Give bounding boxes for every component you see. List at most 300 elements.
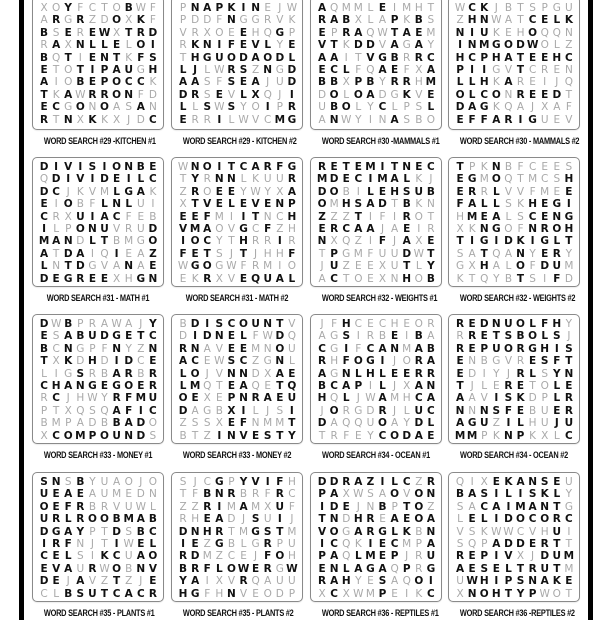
found-letter-cell: O xyxy=(63,198,73,211)
filler-letter-cell: L xyxy=(553,429,560,442)
filler-letter-cell: O xyxy=(215,222,224,235)
found-letter-cell: E xyxy=(149,260,157,273)
filler-letter-cell: O xyxy=(203,185,212,198)
filler-letter-cell: Y xyxy=(493,272,500,285)
filler-letter-cell: X xyxy=(113,272,121,285)
found-letter-cell: P xyxy=(480,51,489,64)
found-letter-cell: H xyxy=(239,235,248,248)
found-letter-cell: K xyxy=(504,476,513,488)
filler-letter-cell: K xyxy=(52,88,60,101)
found-letter-cell: C xyxy=(390,537,399,550)
filler-letter-cell: K xyxy=(125,51,133,64)
found-letter-cell: D xyxy=(112,525,121,538)
filler-letter-cell: X xyxy=(215,272,223,285)
found-letter-cell: D xyxy=(402,429,412,442)
filler-letter-cell: B xyxy=(88,500,97,513)
found-letter-cell: H xyxy=(564,173,574,186)
filler-letter-cell: A xyxy=(378,488,387,501)
found-letter-cell: H xyxy=(366,367,375,380)
filler-letter-cell: J xyxy=(193,476,197,488)
filler-letter-cell: V xyxy=(288,318,296,330)
found-letter-cell: R xyxy=(456,550,465,563)
found-letter-cell: N xyxy=(402,161,412,173)
filler-letter-cell: S xyxy=(517,210,524,223)
found-letter-cell: A xyxy=(112,63,121,76)
found-letter-cell: A xyxy=(455,562,465,575)
found-letter-cell: I xyxy=(458,39,462,52)
filler-letter-cell: J xyxy=(320,404,324,417)
found-letter-cell: I xyxy=(482,63,487,76)
found-letter-cell: N xyxy=(124,260,134,273)
filler-letter-cell: U xyxy=(100,488,109,501)
found-letter-cell: C xyxy=(239,161,248,173)
filler-letter-cell: J xyxy=(139,476,143,488)
found-letter-cell: R xyxy=(318,14,327,27)
found-letter-cell: R xyxy=(191,88,200,101)
found-letter-cell: H xyxy=(552,51,562,64)
filler-letter-cell: I xyxy=(368,210,372,223)
filler-letter-cell: I xyxy=(54,76,58,89)
filler-letter-cell: N xyxy=(504,88,513,101)
found-letter-cell: L xyxy=(354,367,362,380)
found-letter-cell: U xyxy=(100,222,109,235)
found-letter-cell: C xyxy=(136,587,145,600)
found-letter-cell: L xyxy=(505,488,512,501)
filler-letter-cell: U xyxy=(318,101,326,114)
found-letter-cell: S xyxy=(480,562,489,575)
filler-letter-cell: Q xyxy=(287,330,297,343)
filler-letter-cell: X xyxy=(125,14,133,27)
found-letter-cell: M xyxy=(479,39,490,52)
found-letter-cell: F xyxy=(378,235,387,248)
filler-letter-cell: J xyxy=(205,367,209,380)
filler-letter-cell: I xyxy=(278,260,282,273)
found-letter-cell: A xyxy=(64,330,73,343)
filler-letter-cell: P xyxy=(276,537,283,550)
filler-letter-cell: G xyxy=(564,500,573,513)
filler-letter-cell: I xyxy=(470,476,474,488)
filler-letter-cell: T xyxy=(565,537,573,550)
puzzle-caption: WORD SEARCH #29 - KITCHEN #2 xyxy=(182,136,297,146)
filler-letter-cell: V xyxy=(403,488,411,501)
found-letter-cell: M xyxy=(189,222,201,235)
filler-letter-cell: Y xyxy=(565,488,573,501)
filler-letter-cell: D xyxy=(378,88,387,101)
filler-letter-cell: Q xyxy=(468,537,477,550)
found-letter-cell: T xyxy=(342,161,350,173)
found-letter-cell: P xyxy=(516,429,525,442)
found-letter-cell: R xyxy=(76,14,85,27)
filler-letter-cell: Z xyxy=(125,575,133,588)
filler-letter-cell: V xyxy=(215,367,223,380)
found-letter-cell: F xyxy=(342,355,350,368)
found-letter-cell: U xyxy=(426,550,436,563)
filler-letter-cell: Q xyxy=(354,417,363,430)
filler-letter-cell: O xyxy=(64,63,73,76)
found-letter-cell: C xyxy=(52,392,60,405)
found-letter-cell: L xyxy=(101,198,108,211)
filler-letter-cell: Y xyxy=(276,39,283,52)
found-letter-cell: H xyxy=(51,379,61,392)
found-letter-cell: L xyxy=(215,562,223,575)
found-letter-cell: R xyxy=(504,113,513,126)
found-letter-cell: R xyxy=(275,488,284,501)
found-letter-cell: N xyxy=(455,26,465,39)
filler-letter-cell: N xyxy=(366,500,375,513)
filler-letter-cell: W xyxy=(454,2,466,14)
found-letter-cell: O xyxy=(226,562,236,575)
found-letter-cell: U xyxy=(414,404,424,417)
found-letter-cell: A xyxy=(239,379,248,392)
found-letter-cell: N xyxy=(124,429,134,442)
filler-letter-cell: A xyxy=(191,404,199,417)
filler-letter-cell: A xyxy=(113,260,121,273)
filler-letter-cell: L xyxy=(53,222,60,235)
filler-letter-cell: V xyxy=(88,185,97,198)
found-letter-cell: I xyxy=(241,2,246,14)
filler-letter-cell: I xyxy=(567,525,571,538)
found-letter-cell: H xyxy=(564,222,574,235)
filler-letter-cell: W xyxy=(214,63,225,76)
found-letter-cell: G xyxy=(492,222,501,235)
filler-letter-cell: Z xyxy=(179,185,187,198)
found-letter-cell: E xyxy=(239,76,248,89)
found-letter-cell: S xyxy=(88,161,97,173)
found-letter-cell: U xyxy=(564,417,574,430)
found-letter-cell: R xyxy=(366,513,375,526)
found-letter-cell: E xyxy=(342,173,350,186)
filler-letter-cell: Z xyxy=(215,550,223,563)
filler-letter-cell: E xyxy=(203,355,211,368)
filler-letter-cell: R xyxy=(288,235,296,248)
filler-letter-cell: F xyxy=(137,88,144,101)
found-letter-cell: L xyxy=(89,235,96,248)
filler-letter-cell: U xyxy=(136,198,145,211)
filler-letter-cell: N xyxy=(88,101,97,114)
filler-letter-cell: F xyxy=(379,210,386,223)
filler-letter-cell: U xyxy=(136,222,145,235)
filler-letter-cell: D xyxy=(88,417,97,430)
found-letter-cell: D xyxy=(39,272,49,285)
found-letter-cell: E xyxy=(76,488,84,501)
found-letter-cell: T xyxy=(239,247,248,260)
found-letter-cell: U xyxy=(112,429,121,442)
filler-letter-cell: V xyxy=(529,525,537,538)
found-letter-cell: T xyxy=(137,330,145,343)
filler-letter-cell: N xyxy=(468,404,477,417)
found-letter-cell: A xyxy=(124,417,133,430)
filler-letter-cell: N xyxy=(378,113,387,126)
found-letter-cell: F xyxy=(456,198,464,211)
found-letter-cell: O xyxy=(263,51,273,64)
filler-letter-cell: M xyxy=(51,417,61,430)
found-letter-cell: T xyxy=(480,247,488,260)
found-letter-cell: M xyxy=(189,379,201,392)
found-letter-cell: H xyxy=(287,210,297,223)
found-letter-cell: Q xyxy=(287,379,297,392)
found-letter-cell: U xyxy=(76,210,85,223)
found-letter-cell: A xyxy=(426,355,435,368)
filler-letter-cell: L xyxy=(149,500,156,513)
found-letter-cell: E xyxy=(318,222,326,235)
filler-letter-cell: A xyxy=(516,101,525,114)
found-letter-cell: S xyxy=(149,51,157,64)
found-letter-cell: T xyxy=(203,247,211,260)
found-letter-cell: I xyxy=(530,235,535,248)
found-letter-cell: C xyxy=(354,173,363,186)
filler-letter-cell: B xyxy=(504,2,513,14)
found-letter-cell: V xyxy=(52,562,61,575)
found-letter-cell: R xyxy=(191,562,200,575)
found-letter-cell: T xyxy=(516,562,525,575)
found-letter-cell: U xyxy=(88,587,97,600)
found-letter-cell: T xyxy=(456,235,464,248)
filler-letter-cell: L xyxy=(481,379,488,392)
filler-letter-cell: Y xyxy=(264,185,271,198)
filler-letter-cell: F xyxy=(355,63,362,76)
found-letter-cell: E xyxy=(427,429,435,442)
filler-letter-cell: V xyxy=(215,342,223,355)
filler-letter-cell: I xyxy=(543,272,547,285)
found-letter-cell: C xyxy=(427,51,435,64)
found-letter-cell: N xyxy=(214,173,224,186)
filler-letter-cell: I xyxy=(54,367,58,380)
found-letter-cell: O xyxy=(414,575,424,588)
filler-letter-cell: B xyxy=(76,198,84,211)
found-letter-cell: L xyxy=(391,476,398,488)
found-letter-cell: A xyxy=(366,198,375,211)
filler-letter-cell: Y xyxy=(403,417,410,430)
filler-letter-cell: R xyxy=(125,222,133,235)
found-letter-cell: S xyxy=(227,101,236,114)
filler-letter-cell: L xyxy=(240,537,247,550)
filler-letter-cell: H xyxy=(402,392,411,405)
found-letter-cell: E xyxy=(541,51,549,64)
found-letter-cell: I xyxy=(265,476,270,488)
found-letter-cell: F xyxy=(264,222,272,235)
filler-letter-cell: E xyxy=(493,379,500,392)
found-letter-cell: R xyxy=(76,272,85,285)
filler-letter-cell: T xyxy=(318,247,326,260)
filler-letter-cell: S xyxy=(403,113,411,126)
filler-letter-cell: Z xyxy=(203,429,211,442)
found-letter-cell: R xyxy=(287,173,296,186)
found-letter-cell: A xyxy=(414,379,423,392)
found-letter-cell: F xyxy=(288,247,296,260)
found-letter-cell: Y xyxy=(149,318,157,330)
filler-letter-cell: T xyxy=(427,2,435,14)
found-letter-cell: K xyxy=(136,14,145,27)
filler-letter-cell: F xyxy=(240,260,247,273)
filler-letter-cell: B xyxy=(40,417,48,430)
found-letter-cell: G xyxy=(190,587,200,600)
filler-letter-cell: N xyxy=(263,342,272,355)
filler-letter-cell: B xyxy=(149,210,157,223)
found-letter-cell: E xyxy=(52,575,60,588)
found-letter-cell: N xyxy=(63,113,73,126)
filler-letter-cell: H xyxy=(251,26,260,39)
found-letter-cell: K xyxy=(516,392,525,405)
found-letter-cell: F xyxy=(468,113,476,126)
filler-letter-cell: J xyxy=(266,76,270,89)
filler-letter-cell: O xyxy=(414,318,423,330)
found-letter-cell: B xyxy=(40,26,49,39)
filler-letter-cell: J xyxy=(66,185,70,198)
found-letter-cell: D xyxy=(317,476,327,488)
found-letter-cell: V xyxy=(251,39,260,52)
found-letter-cell: D xyxy=(275,51,285,64)
found-letter-cell: U xyxy=(479,417,489,430)
found-letter-cell: E xyxy=(88,51,97,64)
filler-letter-cell: D xyxy=(275,587,284,600)
found-letter-cell: A xyxy=(64,379,73,392)
found-letter-cell: P xyxy=(330,247,338,260)
filler-letter-cell: Y xyxy=(565,247,573,260)
found-letter-cell: I xyxy=(114,247,119,260)
found-letter-cell: L xyxy=(553,14,561,27)
found-letter-cell: U xyxy=(148,392,158,405)
filler-letter-cell: P xyxy=(276,101,283,114)
found-letter-cell: M xyxy=(75,429,86,442)
letter-grid xyxy=(316,2,437,126)
found-letter-cell: A xyxy=(426,63,435,76)
found-letter-cell: G xyxy=(251,525,260,538)
filler-letter-cell: T xyxy=(318,429,326,442)
found-letter-cell: C xyxy=(40,550,48,563)
found-letter-cell: M xyxy=(563,550,575,563)
filler-letter-cell: L xyxy=(391,101,398,114)
found-letter-cell: E xyxy=(541,88,549,101)
found-letter-cell: Y xyxy=(239,476,248,488)
filler-letter-cell: K xyxy=(492,26,500,39)
found-letter-cell: V xyxy=(366,51,375,64)
filler-letter-cell: V xyxy=(504,185,513,198)
found-letter-cell: O xyxy=(190,367,200,380)
filler-letter-cell: D xyxy=(366,404,375,417)
filler-letter-cell: X xyxy=(415,63,423,76)
filler-letter-cell: C xyxy=(203,476,211,488)
found-letter-cell: E xyxy=(191,392,199,405)
found-letter-cell: S xyxy=(263,525,272,538)
found-letter-cell: A xyxy=(178,355,188,368)
filler-letter-cell: T xyxy=(529,379,536,392)
found-letter-cell: P xyxy=(354,379,363,392)
found-letter-cell: B xyxy=(148,513,157,526)
filler-letter-cell: G xyxy=(64,101,73,114)
filler-letter-cell: N xyxy=(148,101,157,114)
found-letter-cell: O xyxy=(136,39,146,52)
found-letter-cell: H xyxy=(341,198,351,211)
found-letter-cell: N xyxy=(479,14,489,27)
filler-letter-cell: J xyxy=(229,247,233,260)
found-letter-cell: T xyxy=(553,562,561,575)
filler-letter-cell: X xyxy=(76,113,84,126)
found-letter-cell: I xyxy=(78,161,83,173)
found-letter-cell: S xyxy=(76,367,85,380)
filler-letter-cell: D xyxy=(179,330,188,343)
found-letter-cell: T xyxy=(40,355,48,368)
filler-letter-cell: W xyxy=(238,113,249,126)
found-letter-cell: W xyxy=(237,562,250,575)
found-letter-cell: O xyxy=(479,587,489,600)
filler-letter-cell: Z xyxy=(342,260,350,273)
found-letter-cell: G xyxy=(88,379,97,392)
puzzle-caption: WORD SEARCH #36 - REPTILES #1 xyxy=(321,608,439,618)
found-letter-cell: A xyxy=(390,173,399,186)
found-letter-cell: A xyxy=(251,161,260,173)
filler-letter-cell: A xyxy=(76,417,84,430)
found-letter-cell: E xyxy=(529,51,537,64)
filler-letter-cell: H xyxy=(287,222,296,235)
found-letter-cell: R xyxy=(251,392,260,405)
found-letter-cell: N xyxy=(136,562,146,575)
letter-grid xyxy=(177,476,298,600)
found-letter-cell: J xyxy=(554,417,559,430)
found-letter-cell: D xyxy=(353,39,363,52)
puzzle-grid-panel xyxy=(171,157,303,287)
found-letter-cell: R xyxy=(516,342,525,355)
filler-letter-cell: Z xyxy=(252,63,260,76)
found-letter-cell: E xyxy=(480,330,488,343)
filler-letter-cell: P xyxy=(288,587,296,600)
found-letter-cell: B xyxy=(40,51,49,64)
found-letter-cell: A xyxy=(275,272,284,285)
found-letter-cell: A xyxy=(366,222,375,235)
filler-letter-cell: G xyxy=(402,39,411,52)
found-letter-cell: B xyxy=(414,330,423,343)
filler-letter-cell: N xyxy=(76,537,85,550)
filler-letter-cell: C xyxy=(541,173,549,186)
filler-letter-cell: Z xyxy=(179,500,187,513)
filler-letter-cell: L xyxy=(553,39,560,52)
filler-letter-cell: S xyxy=(505,198,512,211)
found-letter-cell: E xyxy=(191,247,199,260)
filler-letter-cell: C xyxy=(264,113,272,126)
filler-letter-cell: B xyxy=(179,429,187,442)
found-letter-cell: I xyxy=(90,173,95,186)
filler-letter-cell: M xyxy=(402,2,412,14)
found-letter-cell: O xyxy=(75,222,85,235)
found-letter-cell: O xyxy=(239,318,248,330)
found-letter-cell: G xyxy=(190,260,200,273)
filler-letter-cell: F xyxy=(216,76,223,89)
found-letter-cell: C xyxy=(528,513,537,526)
found-letter-cell: S xyxy=(378,575,387,588)
found-letter-cell: D xyxy=(504,537,513,550)
found-letter-cell: R xyxy=(76,500,85,513)
filler-letter-cell: Q xyxy=(504,101,513,114)
found-letter-cell: B xyxy=(378,500,387,513)
filler-letter-cell: U xyxy=(540,417,549,430)
filler-letter-cell: F xyxy=(403,63,410,76)
filler-letter-cell: J xyxy=(66,575,70,588)
found-letter-cell: O xyxy=(329,525,339,538)
filler-letter-cell: V xyxy=(88,575,97,588)
filler-letter-cell: D xyxy=(468,367,477,380)
found-letter-cell: B xyxy=(40,342,49,355)
filler-letter-cell: J xyxy=(90,537,94,550)
found-letter-cell: O xyxy=(516,513,525,526)
found-letter-cell: I xyxy=(277,235,282,248)
found-letter-cell: B xyxy=(112,417,121,430)
filler-letter-cell: C xyxy=(88,2,97,14)
found-letter-cell: L xyxy=(354,550,362,563)
found-letter-cell: A xyxy=(342,379,351,392)
found-letter-cell: E xyxy=(40,101,48,114)
filler-letter-cell: I xyxy=(482,367,486,380)
found-letter-cell: E xyxy=(179,113,187,126)
found-letter-cell: P xyxy=(100,76,109,89)
